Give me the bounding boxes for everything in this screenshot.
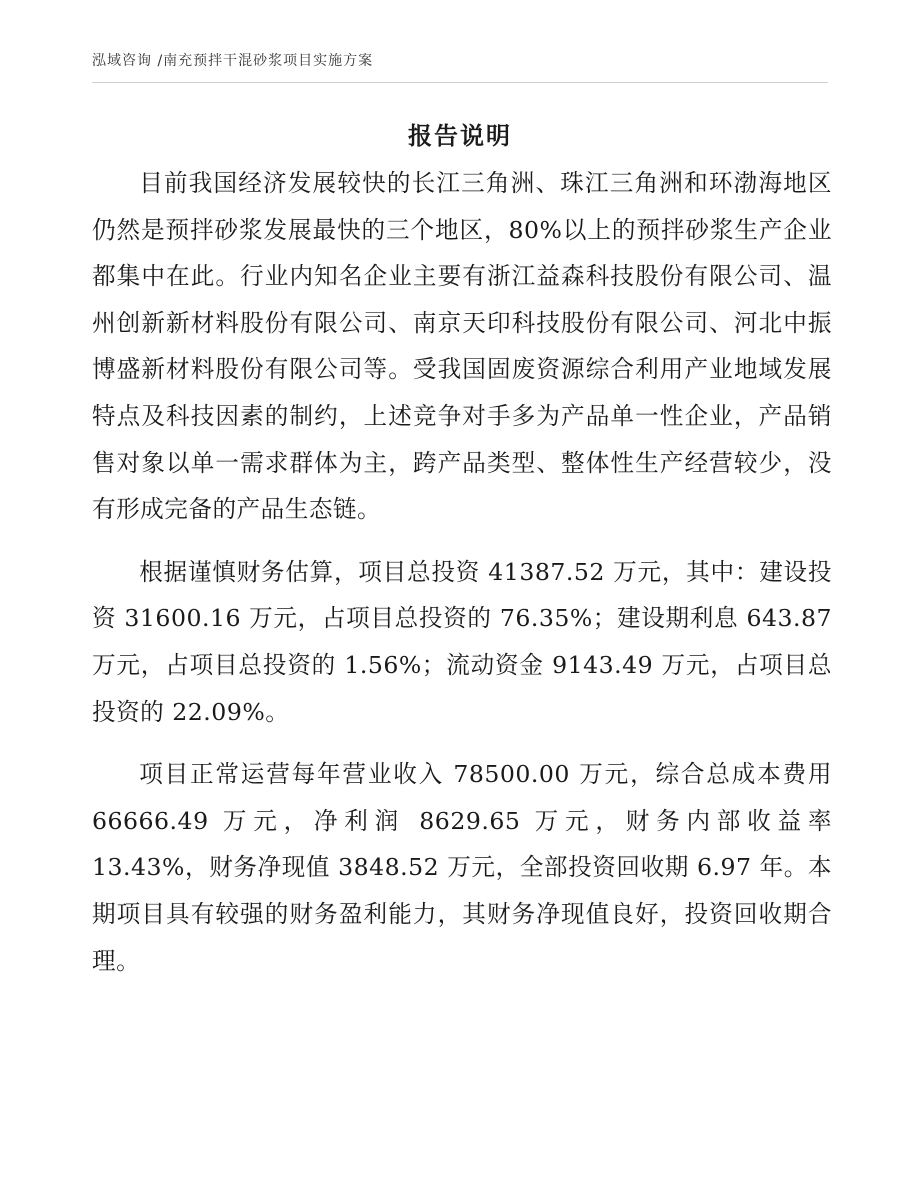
paragraph-investment: 根据谨慎财务估算，项目总投资 41387.52 万元，其中：建设投资 31600.16 万元，占项目总投资的 76.35%；建设期利息 643.87 万元，占项目总投资的 1.56%；流动资金 9143.49 万元，占项目总投资的 22.09%。 <box>92 557 832 726</box>
paragraph-financials: 项目正常运营每年营业收入 78500.00 万元，综合总成本费用 66666.49 万元，净利润 8629.65 万元，财务内部收益率 13.43%，财务净现值 3848.52 万元，全部投资回收期 6.97 年。本期项目具有较强的财务盈利能力，其财务净现值良好，投资回收期合理。 <box>92 760 832 975</box>
page-title: 报告说明 <box>408 122 512 150</box>
page-header: 泓域咨询 /南充预拌干混砂浆项目实施方案 <box>92 52 828 83</box>
document-body <box>92 160 832 1000</box>
paragraph-industry: 目前我国经济发展较快的长江三角洲、珠江三角洲和环渤海地区仍然是预拌砂浆发展最快的三个地区，80%以上的预拌砂浆生产企业都集中在此。行业内知名企业主要有浙江益森科技股份有限公司、温州创新新材料股份有限公司、南京天印科技股份有限公司、河北中振博盛新材料股份有限公司等。受我国固废资源综合利用产业地域发展特点及科技因素的制约，上述竞争对手多为产品单一性企业，产品销售对象以单一需求群体为主，跨产品类型、整体性生产经营较少，没有形成完备的产品生态链。 <box>92 169 832 524</box>
